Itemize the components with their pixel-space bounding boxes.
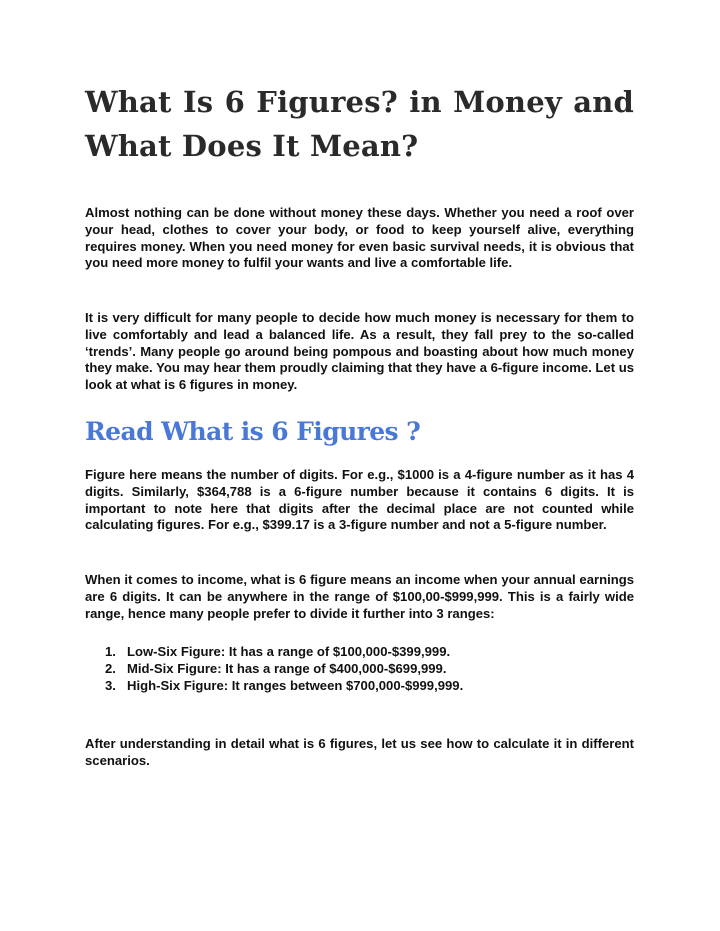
list-item (85, 643, 634, 660)
list-item (85, 660, 634, 677)
intro-paragraph-2: It is very difficult for many people to decide how much money is necessary for them to live comfortably and lead a balanced life. As a result, they fall prey to the so-called ‘trends’. Many people go around being pompous and boasting about how much money they make. You may hear them proudly claiming that they have a 6-figure income. Let us look at what is 6 figures in money. (85, 310, 634, 393)
section-heading: Read What is 6 Figures ? (85, 417, 421, 446)
list-item-text: Mid-Six Figure: It has a range of $400,000-$699,999. (127, 661, 447, 676)
list-item-number: 2. (105, 661, 116, 676)
list-item-text: Low-Six Figure: It has a range of $100,000-$399,999. (127, 644, 451, 659)
list-item (85, 677, 634, 694)
page-title-line-2: What Does It Mean? (85, 129, 419, 163)
page-title-line-1: What Is 6 Figures? in Money and (85, 85, 634, 119)
list-item-number: 1. (105, 644, 116, 659)
closing-paragraph: After understanding in detail what is 6 figures, let us see how to calculate it in different scenarios. (85, 736, 634, 768)
list-item-text: High-Six Figure: It ranges between $700,000-$999,999. (127, 678, 464, 693)
section-paragraph-2: When it comes to income, what is 6 figure means an income when your annual earnings are 6 digits. It can be anywhere in the range of $100,00-$999,999. This is a fairly wide range, hence many people prefer to divide it further into 3 ranges: (85, 572, 634, 621)
ranges-list (85, 643, 634, 694)
section-paragraph-1: Figure here means the number of digits. For e.g., $1000 is a 4-figure number as it has 4 digits. Similarly, $364,788 is a 6-figure number because it contains 6 digits. It is important to note here that digits after the decimal place are not counted while calculating figures. For e.g., $399.17 is a 3-figure number and not a 5-figure number. (85, 467, 634, 533)
list-item-number: 3. (105, 678, 116, 693)
page-title (85, 80, 634, 168)
intro-paragraph-1: Almost nothing can be done without money these days. Whether you need a roof over your head, clothes to cover your body, or food to keep yourself alive, everything requires money. When you need money for even basic survival needs, it is obvious that you need more money to fulfil your wants and live a comfortable life. (85, 205, 634, 271)
